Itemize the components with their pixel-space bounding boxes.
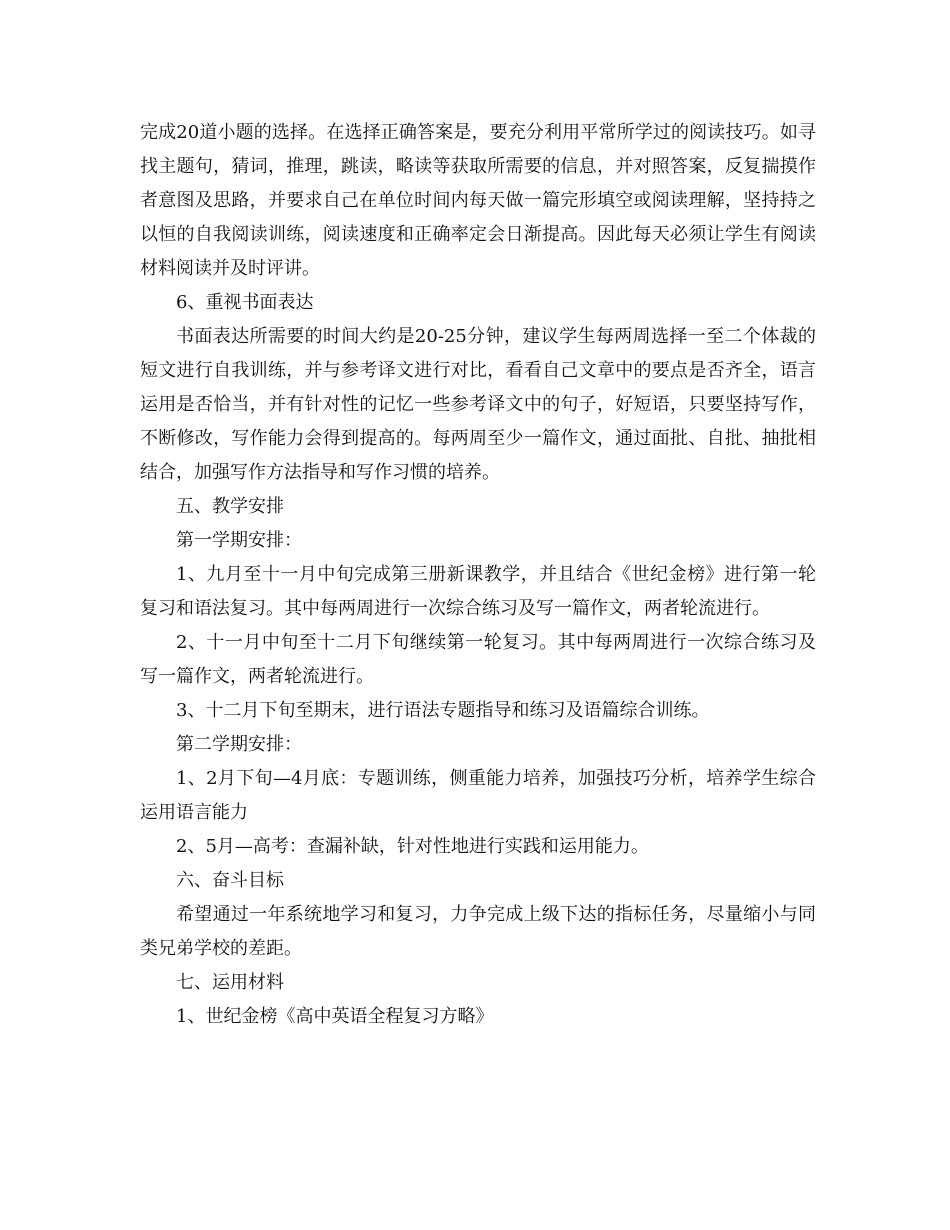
- heading-materials: 七、运用材料: [176, 972, 284, 993]
- heading-writing-expression: 6、重视书面表达: [176, 292, 314, 313]
- heading-first-semester: 第一学期安排：: [176, 530, 302, 551]
- paragraph-reading-practice: 完成20道小题的选择。在选择正确答案是，要充分利用平常所学过的阅读技巧。如寻找主题句，猜词，推理，跳读，略读等获取所需要的信息，并对照答案，反复揣摸作者意图及思路，并要求自己在单位时间内每天做一篇完形填空或阅读理解，坚持持之以恒的自我阅读训练，阅读速度和正确率定会日渐提高。因此每天必须让学生有阅读材料阅读并及时评讲。: [140, 122, 816, 279]
- first-semester-item-3: 3、十二月下旬至期末，进行语法专题指导和练习及语篇综合训练。: [176, 700, 710, 721]
- heading-second-semester: 第二学期安排：: [176, 734, 302, 755]
- materials-item-1: 1、世纪金榜《高中英语全程复习方略》: [176, 1006, 494, 1027]
- paragraph-goals: 希望通过一年系统地学习和复习，力争完成上级下达的指标任务，尽量缩小与同类兄弟学校的差距。: [140, 904, 816, 959]
- heading-goals: 六、奋斗目标: [176, 870, 284, 891]
- second-semester-item-2: 2、5月—高考：查漏补缺，针对性地进行实践和运用能力。: [176, 836, 649, 857]
- second-semester-item-1: 1、2月下旬—4月底：专题训练，侧重能力培养，加强技巧分析，培养学生综合运用语言能力: [140, 768, 816, 823]
- paragraph-writing-practice: 书面表达所需要的时间大约是20-25分钟，建议学生每两周选择一至二个体裁的短文进行自我训练，并与参考译文进行对比，看看自己文章中的要点是否齐全，语言运用是否恰当，并有针对性的记忆一些参考译文中的句子，好短语，只要坚持写作，不断修改，写作能力会得到提高的。每两周至少一篇作文，通过面批、自批、抽批相结合，加强写作方法指导和写作习惯的培养。: [140, 326, 816, 483]
- first-semester-item-1: 1、九月至十一月中旬完成第三册新课教学，并且结合《世纪金榜》进行第一轮复习和语法复习。其中每两周进行一次综合练习及写一篇作文，两者轮流进行。: [140, 564, 816, 619]
- heading-teaching-arrangement: 五、教学安排: [176, 496, 284, 517]
- first-semester-item-2: 2、十一月中旬至十二月下旬继续第一轮复习。其中每两周进行一次综合练习及写一篇作文，两者轮流进行。: [140, 632, 816, 687]
- document-body: [140, 116, 816, 1034]
